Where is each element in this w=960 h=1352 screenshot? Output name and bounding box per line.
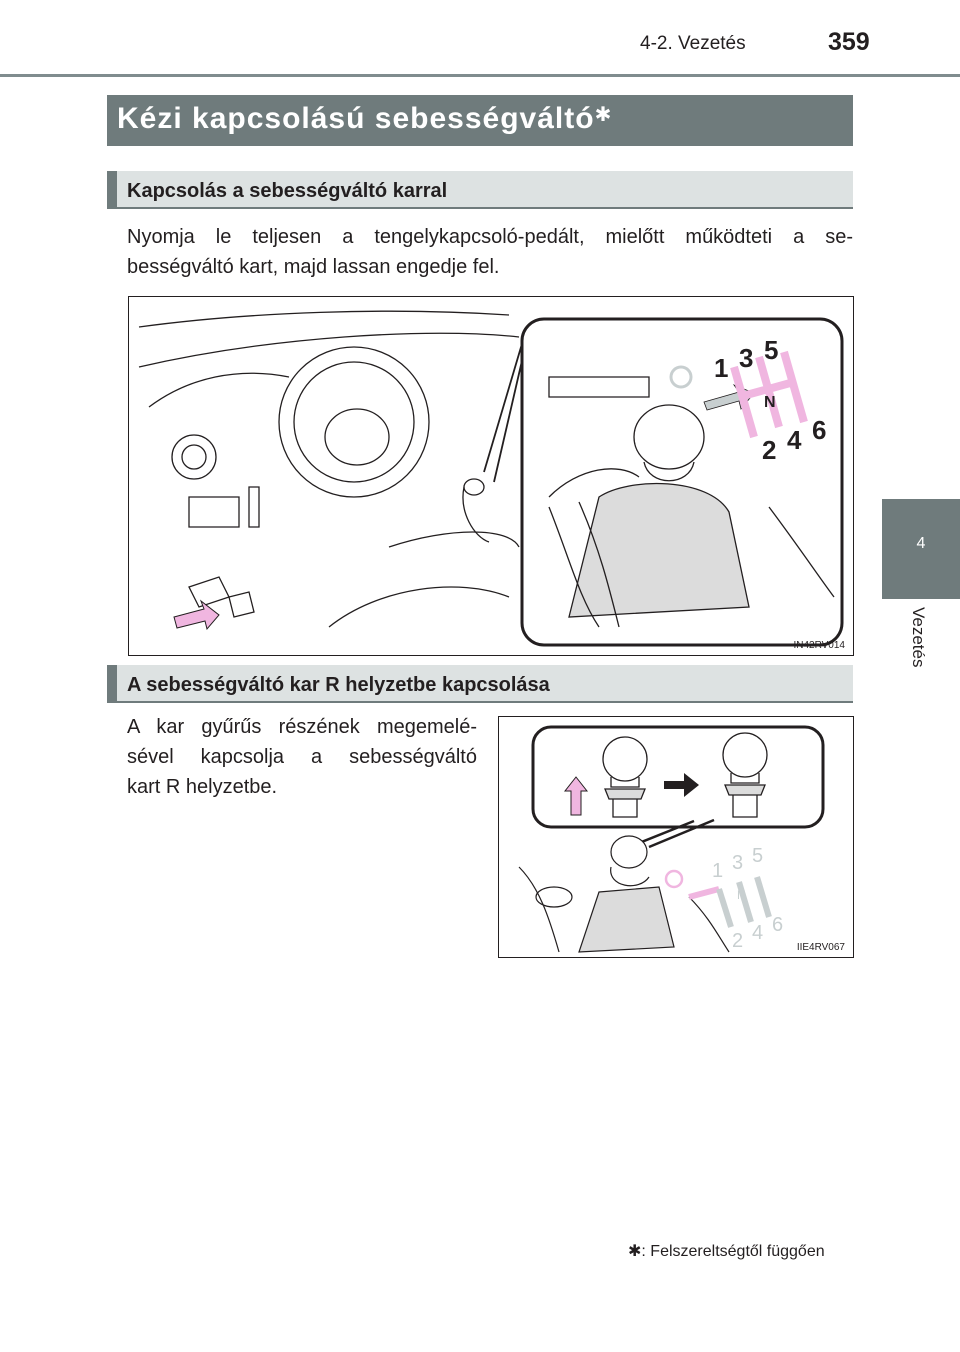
gear-label-5: 5 bbox=[764, 335, 779, 365]
figure1-code: IN42RV014 bbox=[793, 640, 845, 651]
gear-label-2: 2 bbox=[762, 435, 777, 465]
page-title bbox=[117, 102, 612, 136]
section1-body-line2: bességváltó kart, majd lassan engedje fel. bbox=[127, 256, 500, 278]
small-gear-1: 1 bbox=[712, 860, 724, 882]
small-gear-3: 3 bbox=[732, 852, 744, 874]
footnote bbox=[628, 1241, 825, 1261]
footnote-text: : Felszereltségtől függően bbox=[641, 1243, 825, 1260]
chapter-tab-label-text: Vezetés bbox=[909, 607, 928, 668]
small-gear-2: 2 bbox=[732, 930, 744, 952]
gear-label-1: 1 bbox=[714, 353, 729, 383]
chapter-tab-label bbox=[898, 607, 938, 687]
footnote-asterisk: ✱ bbox=[628, 1243, 642, 1260]
title-asterisk: ✱ bbox=[594, 104, 613, 126]
header-rule bbox=[0, 74, 960, 77]
small-gear-5: 5 bbox=[752, 845, 764, 867]
section2-body-line3: kart R helyzetbe. bbox=[127, 776, 278, 798]
small-gear-n: N bbox=[737, 888, 746, 902]
gear-label-n: N bbox=[764, 394, 776, 411]
section2-body-line2: sével kapcsolja a sebességváltó bbox=[127, 746, 477, 768]
page-title-text: Kézi kapcsolású sebességváltó bbox=[117, 102, 595, 135]
section2-body-line1: A kar gyűrűs részének megemelé- bbox=[127, 716, 477, 738]
section1-heading: Kapcsolás a sebességváltó karral bbox=[127, 180, 448, 202]
gear-label-3: 3 bbox=[739, 343, 754, 373]
figure-shift-lever-cabin bbox=[128, 296, 854, 656]
figure2-code: IIE4RV067 bbox=[796, 942, 845, 953]
gear-label-4: 4 bbox=[787, 425, 802, 455]
small-gear-4: 4 bbox=[752, 922, 764, 944]
section1-body-line1: Nyomja le teljesen a tengelykapcsoló-pedált, mielőtt működteti a se- bbox=[127, 226, 853, 248]
page-number: 359 bbox=[828, 28, 870, 56]
section2-heading: A sebességváltó kar R helyzetbe kapcsolása bbox=[127, 674, 550, 696]
chapter-tab-number: 4 bbox=[916, 535, 926, 552]
gear-label-6: 6 bbox=[812, 415, 827, 445]
clutch-pedal-arrow bbox=[174, 601, 219, 629]
reverse-illustration bbox=[499, 717, 853, 957]
running-header-section: 4-2. Vezetés bbox=[640, 33, 746, 54]
cabin-illustration bbox=[129, 297, 853, 655]
small-gear-6: 6 bbox=[772, 914, 784, 936]
figure-shift-to-reverse bbox=[498, 716, 854, 958]
